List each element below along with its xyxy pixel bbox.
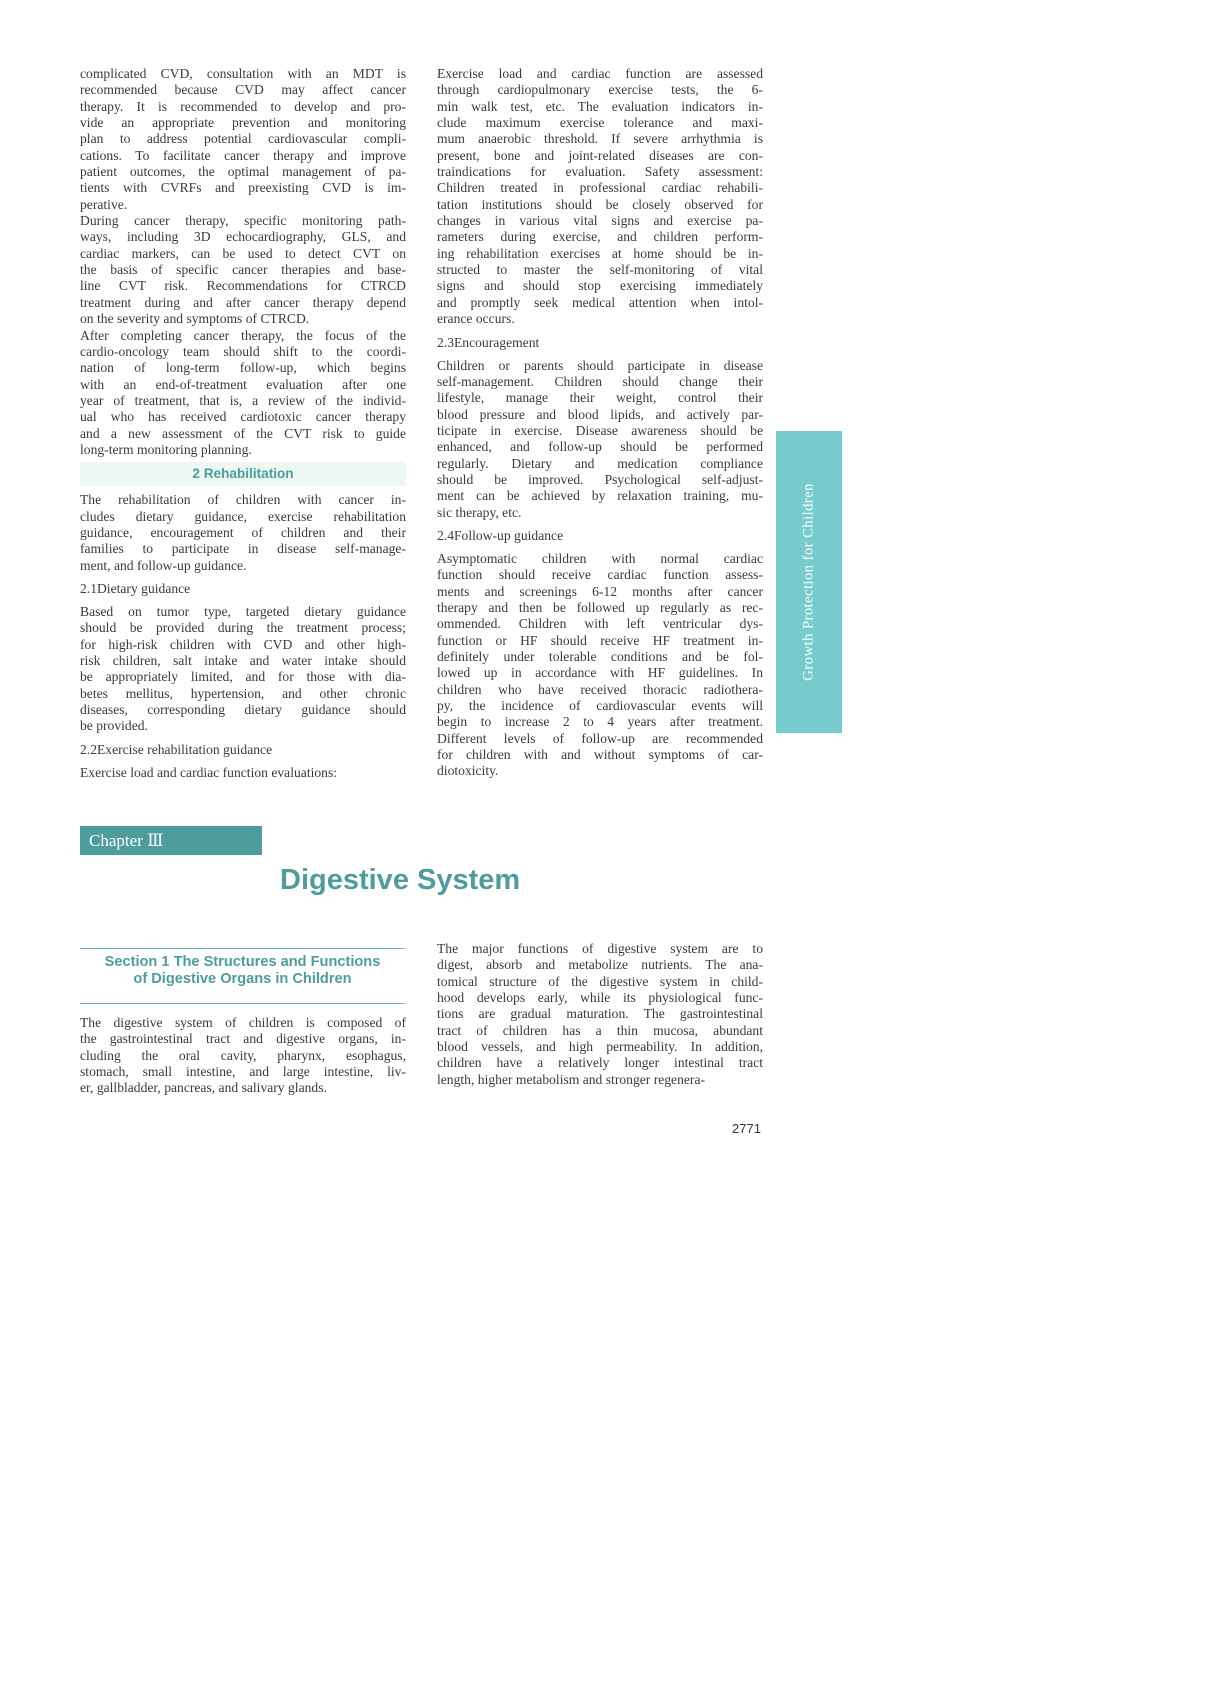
text-line: ments and screenings 6-12 months after cancer bbox=[437, 583, 763, 599]
section-1-heading bbox=[80, 948, 405, 1004]
text-line: therapy. It is recommended to develop and pro- bbox=[80, 98, 406, 114]
text-line: cardiac markers, can be used to detect CVT on bbox=[80, 245, 406, 261]
section-1-left-column bbox=[80, 1015, 406, 1097]
text-line: year of treatment, that is, a review of the individ- bbox=[80, 392, 406, 408]
text-line: betes mellitus, hypertension, and other chronic bbox=[80, 685, 406, 701]
text-line: for high-risk children with CVD and other high- bbox=[80, 636, 406, 652]
paragraph-during-cancer-therapy bbox=[80, 213, 406, 327]
text-line: recommended because CVD may affect cancer bbox=[80, 82, 406, 98]
text-line: function or HF should receive HF treatment in- bbox=[437, 632, 763, 648]
text-line: tients with CVRFs and preexisting CVD is im- bbox=[80, 180, 406, 196]
text-line: and promptly seek medical attention when intol- bbox=[437, 294, 763, 310]
text-line: hood develops early, while its physiological func- bbox=[437, 990, 763, 1006]
text-line: complicated CVD, consultation with an MDT is bbox=[80, 66, 406, 81]
text-line: signs and should stop exercising immediately bbox=[437, 278, 763, 294]
text-line: erance occurs. bbox=[437, 311, 515, 327]
text-line: patient outcomes, the optimal management of pa- bbox=[80, 164, 406, 180]
text-line: Different levels of follow-up are recommended bbox=[437, 730, 763, 746]
text-line: The major functions of digestive system are to bbox=[437, 941, 763, 956]
text-line: children who have received thoracic radiothera- bbox=[437, 681, 763, 697]
text-line: be provided. bbox=[80, 718, 148, 734]
text-line: stomach, small intestine, and large intestine, liv- bbox=[80, 1064, 406, 1080]
text-line: cations. To facilitate cancer therapy and improve bbox=[80, 147, 406, 163]
text-line: tract of children has a thin mucosa, abundant bbox=[437, 1022, 763, 1038]
text-line: regularly. Dietary and medication compliance bbox=[437, 455, 763, 471]
dietary-guidance-heading: 2.1Dietary guidance bbox=[80, 580, 191, 596]
text-line: diotoxicity. bbox=[437, 763, 499, 779]
text-line: Children or parents should participate in disease bbox=[437, 357, 763, 373]
text-line: definitely under tolerable conditions and be fol- bbox=[437, 649, 763, 664]
text-line: Exercise load and cardiac function are assessed bbox=[437, 66, 763, 81]
text-line: Children treated in professional cardiac rehabili- bbox=[437, 180, 763, 196]
side-tab-label: Growth Protection for Children bbox=[800, 483, 817, 681]
text-line: tions are gradual maturation. The gastrointestinal bbox=[437, 1006, 763, 1022]
text-line: tation institutions should be closely observed for bbox=[437, 196, 763, 212]
left-column bbox=[80, 66, 406, 781]
text-line: diseases, corresponding dietary guidance should bbox=[80, 702, 406, 718]
text-line: present, bone and joint-related diseases are con- bbox=[437, 147, 763, 163]
text-line: through cardiopulmonary exercise tests, the 6- bbox=[437, 82, 763, 98]
text-line: families to participate in disease self-manage- bbox=[80, 541, 406, 557]
section-1-heading-line2: of Digestive Organs in Children bbox=[133, 970, 352, 987]
text-line: ways, including 3D echocardiography, GLS, and bbox=[80, 229, 406, 245]
paragraph-dietary-guidance bbox=[80, 604, 406, 735]
paragraph-exercise-start bbox=[80, 765, 406, 781]
right-column bbox=[437, 66, 763, 780]
paragraph-exercise-continued bbox=[437, 66, 763, 328]
text-line: ment can be achieved by relaxation training, mu- bbox=[437, 488, 763, 504]
paragraph-digestive-composition bbox=[80, 1015, 406, 1097]
paragraph-rehabilitation-intro bbox=[80, 492, 406, 574]
text-line: ommended. Children with left ventricular dys- bbox=[437, 616, 763, 632]
text-line: cardio-oncology team should shift to the coordi- bbox=[80, 343, 406, 359]
text-line: changes in various vital signs and exercise pa- bbox=[437, 213, 763, 229]
text-line: ing rehabilitation exercises at home should be in- bbox=[437, 245, 763, 261]
encouragement-heading: 2.3Encouragement bbox=[437, 334, 540, 350]
paragraph-after-cancer-therapy bbox=[80, 328, 406, 459]
text-line: the gastrointestinal tract and digestive organs, in- bbox=[80, 1031, 406, 1047]
text-line: sic therapy, etc. bbox=[437, 504, 522, 520]
text-line: vide an appropriate prevention and monitoring bbox=[80, 115, 406, 131]
text-line: lowed up in accordance with HF guidelines. In bbox=[437, 665, 763, 681]
text-line: therapy and then be followed up regularly as rec- bbox=[437, 599, 763, 615]
paragraph-follow-up-guidance bbox=[437, 551, 763, 780]
text-line: nation of long-term follow-up, which begins bbox=[80, 360, 406, 376]
text-line: blood vessels, and high permeability. In addition, bbox=[437, 1039, 763, 1055]
text-line: and a new assessment of the CVT risk to guide bbox=[80, 425, 406, 441]
text-line: traindications for evaluation. Safety assessment: bbox=[437, 164, 763, 180]
text-line: be appropriately limited, and for those with dia- bbox=[80, 669, 406, 685]
text-line: cludes dietary guidance, exercise rehabilitation bbox=[80, 508, 406, 524]
text-line: er, gallbladder, pancreas, and salivary glands. bbox=[80, 1080, 327, 1096]
text-line: line CVT risk. Recommendations for CTRCD bbox=[80, 278, 406, 294]
text-line: the basis of specific cancer therapies and base- bbox=[80, 262, 406, 278]
text-line: clude maximum exercise tolerance and maxi- bbox=[437, 115, 763, 131]
section-1-heading-line1: Section 1 The Structures and Functions bbox=[104, 954, 381, 970]
text-line: ticipate in exercise. Disease awareness should be bbox=[437, 422, 763, 438]
text-line: guidance, encouragement of children and their bbox=[80, 524, 406, 540]
text-line: The rehabilitation of children with cancer in- bbox=[80, 492, 406, 508]
text-line: long-term monitoring planning. bbox=[80, 441, 252, 457]
text-line: perative. bbox=[80, 196, 128, 212]
text-line: plan to address potential cardiovascular compli- bbox=[80, 131, 406, 147]
text-line: During cancer therapy, specific monitoring path- bbox=[80, 213, 406, 229]
text-line: cluding the oral cavity, pharynx, esophagus, bbox=[80, 1047, 406, 1063]
text-line: should be provided during the treatment process; bbox=[80, 620, 406, 636]
section-1-right-column bbox=[437, 941, 763, 1088]
text-line: rameters during exercise, and children perform- bbox=[437, 229, 763, 245]
text-line: length, higher metabolism and stronger regenera- bbox=[437, 1071, 706, 1087]
text-line: Based on tumor type, targeted dietary guidance bbox=[80, 603, 406, 619]
text-line: treatment during and after cancer therapy depend bbox=[80, 294, 406, 310]
page-number: 2771 bbox=[732, 1121, 761, 1136]
chapter-title: Digestive System bbox=[280, 864, 521, 896]
text-line: structed to master the self-monitoring of vital bbox=[437, 262, 763, 278]
text-line: should be improved. Psychological self-adjust- bbox=[437, 471, 763, 487]
paragraph-pre-cancer-management bbox=[80, 66, 406, 213]
text-line: ment, and follow-up guidance. bbox=[80, 557, 247, 573]
text-line: risk children, salt intake and water intake should bbox=[80, 653, 406, 668]
text-line: mum anaerobic threshold. If severe arrhythmia is bbox=[437, 131, 763, 147]
text-line: children have a relatively longer intestinal tract bbox=[437, 1055, 763, 1071]
text-line: with an end-of-treatment evaluation after one bbox=[80, 376, 406, 392]
text-line: on the severity and symptoms of CTRCD. bbox=[80, 311, 310, 327]
text-line: ual who has received cardiotoxic cancer therapy bbox=[80, 409, 406, 425]
text-line: digest, absorb and metabolize nutrients. The ana- bbox=[437, 957, 763, 973]
chapter-label-box: Chapter Ⅲ bbox=[80, 826, 262, 855]
text-line: tomical structure of the digestive system in child- bbox=[437, 973, 763, 989]
text-line: Exercise load and cardiac function evaluations: bbox=[80, 764, 338, 780]
text-line: py, the incidence of cardiovascular events will bbox=[437, 698, 763, 714]
text-line: for children with and without symptoms of car- bbox=[437, 747, 763, 763]
text-line: blood pressure and blood lipids, and actively par- bbox=[437, 406, 763, 422]
text-line: min walk test, etc. The evaluation indicators in- bbox=[437, 98, 763, 114]
paragraph-digestive-functions bbox=[437, 941, 763, 1088]
paragraph-encouragement bbox=[437, 358, 763, 521]
text-line: self-management. Children should change their bbox=[437, 373, 763, 389]
exercise-rehabilitation-heading: 2.2Exercise rehabilitation guidance bbox=[80, 741, 273, 757]
text-line: enhanced, and follow-up should be performed bbox=[437, 439, 763, 455]
text-line: After completing cancer therapy, the focus of the bbox=[80, 327, 406, 343]
follow-up-guidance-heading: 2.4Follow-up guidance bbox=[437, 527, 564, 543]
text-line: The digestive system of children is composed of bbox=[80, 1015, 406, 1030]
rehabilitation-heading: 2 Rehabilitation bbox=[80, 462, 406, 486]
text-line: Asymptomatic children with normal cardiac bbox=[437, 550, 763, 566]
text-line: begin to increase 2 to 4 years after treatment. bbox=[437, 714, 763, 730]
side-tab-growth-protection bbox=[776, 431, 842, 733]
text-line: lifestyle, manage their weight, control their bbox=[437, 390, 763, 406]
text-line: function should receive cardiac function assess- bbox=[437, 567, 763, 583]
